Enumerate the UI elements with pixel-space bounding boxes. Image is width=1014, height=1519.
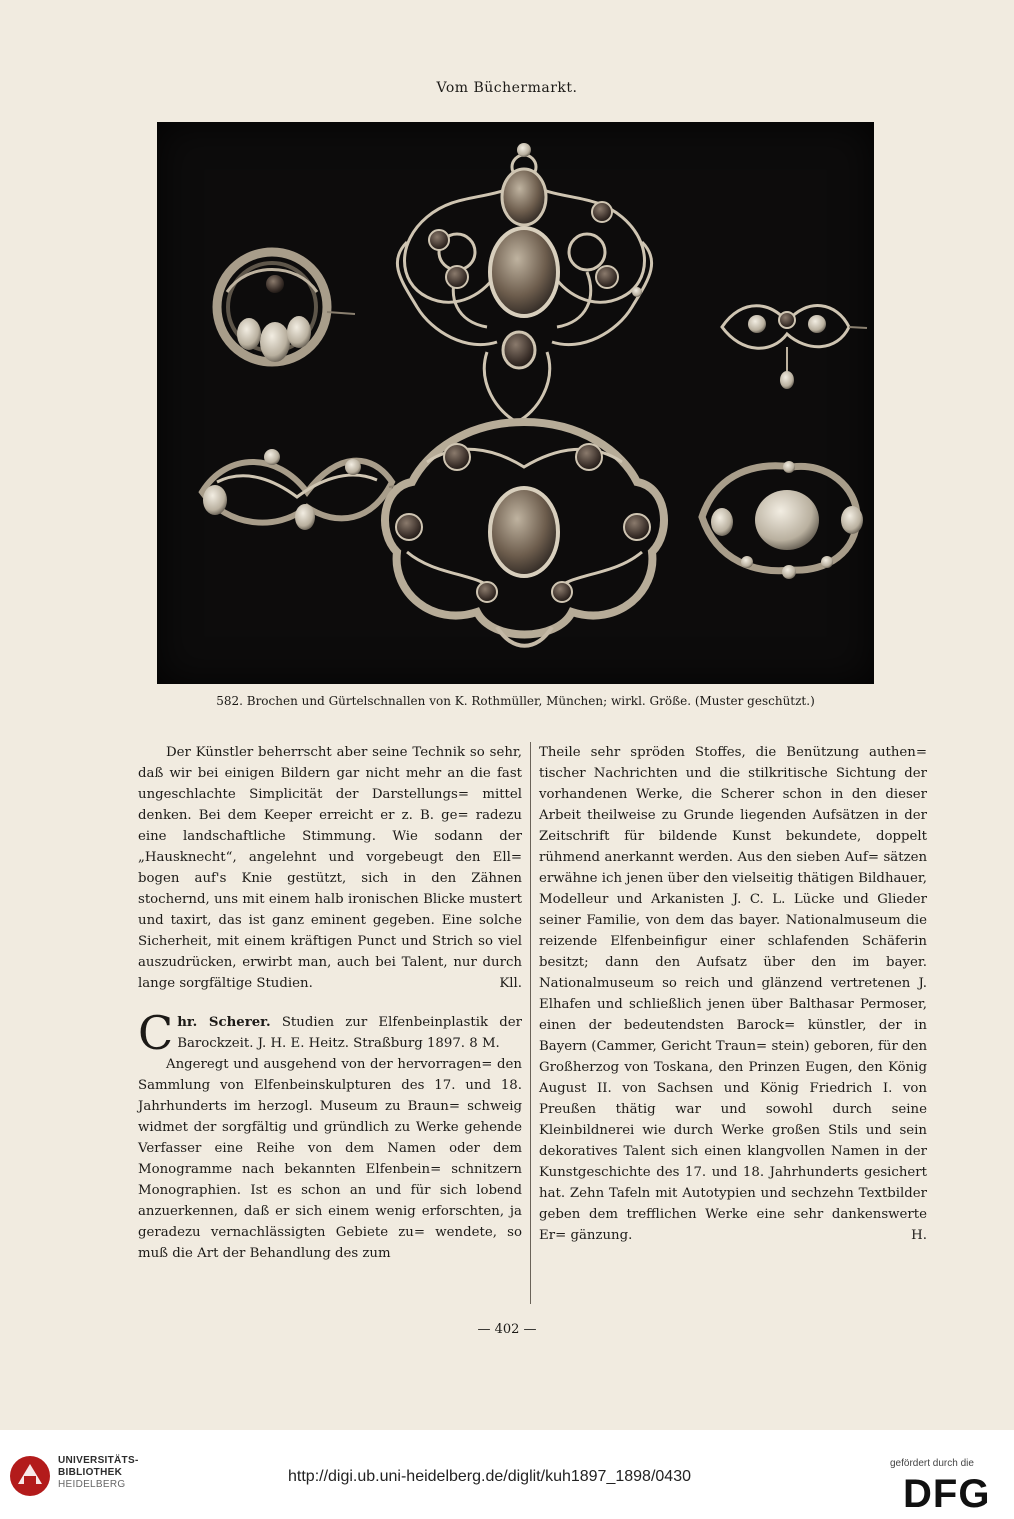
text-line: stein) geboren, für den Großherzog von Toskana, xyxy=(539,1039,928,1075)
baroque-pearl-brooch xyxy=(702,461,863,579)
text-line: 17. und 18. Jahrhunderts gesichert hat. Zehn xyxy=(539,1165,927,1201)
cross-brooch-pearl xyxy=(517,143,531,157)
text-line: rühmend anerkannt werden. Aus den sieben Auf= xyxy=(539,850,879,865)
text-line: vorhandenen Werke, die Scherer schon in den dieser xyxy=(539,787,927,802)
library-seal-icon xyxy=(8,1454,52,1498)
text-line: Nationalmuseum die reizende Elfenbeinfigur einer xyxy=(539,913,927,949)
text-line: bogen auf's Knie gestützt, sich in den Zähnen stochernd, xyxy=(138,871,522,907)
funding-note: gefördert durch die xyxy=(890,1458,974,1469)
text-line: einen klangvollen Namen in der Kunstgeschichte des xyxy=(539,1144,927,1180)
text-line: sehr, daß wir bei einigen Bildern gar nicht mehr an xyxy=(138,745,523,781)
page-number: — 402 — xyxy=(477,1322,537,1337)
review-heading xyxy=(138,1006,522,1060)
paragraph-review-body-continued xyxy=(539,742,927,1246)
text-line: Angeregt und ausgehend von der hervorragen= xyxy=(166,1057,493,1072)
text-line: Studien zur Elfenbeinplastik der xyxy=(281,1015,522,1030)
text-line: Theile sehr spröden Stoffes, die Benützung authen= xyxy=(539,745,927,760)
text-line: radezu eine landschaftliche Stimmung. Wie sodann xyxy=(138,808,522,844)
cross-brooch-stone xyxy=(446,266,468,288)
digitization-footer xyxy=(0,1430,1014,1519)
text-line: taxirt, das ist ganz eminent gegeben. Eine solche xyxy=(170,913,522,928)
cross-brooch-stone xyxy=(596,266,618,288)
text-line: schweig widmet der sorgfältig und gründlich zu xyxy=(138,1099,523,1135)
serpent-pearl-brooch xyxy=(202,449,412,530)
permalink-url[interactable]: http://digi.ub.uni-heidelberg.de/diglit/kuh1897_1898/0430 xyxy=(288,1468,691,1485)
library-name-line: UNIVERSITÄTS- xyxy=(58,1455,139,1466)
cross-brooch-top-stone xyxy=(502,169,546,225)
text-line: gänzung. xyxy=(570,1228,633,1243)
text-line: den im bayer. Nationalmuseum so reich und glänzend xyxy=(539,955,927,991)
review-author: hr. Scherer. xyxy=(177,1015,271,1030)
text-line: die fast ungeschlachte Simplicität der Darstellungs= xyxy=(138,766,522,802)
text-line: wendete, so muß die Art der Behandlung des zum xyxy=(138,1225,522,1261)
paragraph-review-body xyxy=(138,1054,522,1264)
text-line: Sicherheit, mit einem kräftigen Punct und Strich so xyxy=(138,934,494,949)
text-line: schnitzern Monographien. Ist es schon an und für xyxy=(138,1162,522,1198)
text-line: Balthasar Permoser, einen der bedeutendsten Barock= xyxy=(539,997,928,1033)
jewelry-photograph xyxy=(157,122,874,684)
text-line: künstler, der in Bayern (Cammer, Gericht Traun= xyxy=(539,1018,927,1054)
text-line: Barockzeit. J. H. E. Heitz. Straßburg 1897. 8 M. xyxy=(177,1036,500,1051)
text-line: Sachsen und König Friedrich I. von Preußen thätig xyxy=(539,1081,928,1117)
column-divider xyxy=(530,742,531,1304)
text-line: vertretenen J. Elhafen und schließlich jenen über xyxy=(539,976,927,1012)
library-name-line: HEIDELBERG xyxy=(58,1479,126,1490)
cross-brooch-center-stone xyxy=(490,228,558,316)
pearl-bar-brooch xyxy=(722,306,867,389)
cross-brooch-pearl xyxy=(632,287,642,297)
text-line: Werke großen Stils und sein dekoratives Talent sich xyxy=(539,1123,927,1159)
cross-brooch-bottom-stone xyxy=(503,332,535,368)
text-line: sich lobend anzuerkennen, daß er sich einem wenig xyxy=(138,1183,523,1219)
cross-brooch-stone xyxy=(429,230,449,250)
text-line: nur durch lange sorgfältige Studien. xyxy=(138,955,522,991)
text-line: mittel denken. Bei dem Keeper erreicht er z. B. ge= xyxy=(138,787,523,823)
text-line: 18. Jahrhunderts im herzogl. Museum zu Braun= xyxy=(138,1078,522,1114)
text-line: der Zeitschrift für bildende Kunst bekundete, doppelt xyxy=(539,808,927,844)
text-line: viel auszudrücken, erwirbt man, auch bei Talent, xyxy=(138,934,522,970)
reviewer-signature: H. xyxy=(911,1228,927,1243)
text-line: uns mit einem halb ironischen Blicke mustert und xyxy=(138,892,522,928)
serpent-ring-brooch xyxy=(217,252,355,362)
serpent-belt-buckle xyxy=(385,422,664,646)
text-line: Bildhauer, Modelleur und Arkanisten J. C. L. Lücke xyxy=(539,871,927,907)
text-line: Werke gehende Verfasser eine Reihe von dem Namen xyxy=(138,1120,522,1156)
cross-brooch-stone xyxy=(592,202,612,222)
text-line: der „Hausknecht“, angelehnt und vorgebeugt den Ell= xyxy=(138,829,522,865)
text-line: Tafeln mit Autotypien und sechzehn Textbilder geben xyxy=(539,1186,927,1222)
text-line: oder dem Monogramme nach bekannten Elfenbein= xyxy=(138,1141,523,1177)
left-column xyxy=(138,742,522,1264)
library-name-line: BIBLIOTHEK xyxy=(58,1467,123,1478)
text-line: und Glieder seiner Familie, von dem das bayer. xyxy=(539,892,928,928)
running-head: Vom Büchermarkt. xyxy=(436,80,578,96)
text-line: erforschten, ja geradezu vernachlässigten Gebiete zu= xyxy=(138,1204,522,1240)
text-line: sätzen erwähne ich jenen über den vielseitig thätigen xyxy=(539,850,928,886)
text-line: den Sammlung von Elfenbeinskulpturen des 17. und xyxy=(138,1057,522,1093)
text-line: schlafenden Schäferin besitzt; dann den Aufsatz über xyxy=(539,934,927,970)
library-name xyxy=(58,1455,139,1491)
brooches-illustration xyxy=(157,122,874,684)
text-line: den Prinzen Eugen, den König August II. von xyxy=(539,1060,927,1096)
text-line: Der Künstler beherrscht aber seine Technik so xyxy=(166,745,485,760)
text-line: dem trefflichen Werke eine sehr dankenswerte Er= xyxy=(539,1207,927,1243)
figure-caption: 582. Brochen und Gürtelschnallen von K. Rothmüller, München; wirkl. Größe. (Muster geschützt.) xyxy=(216,694,815,708)
text-line: tischer Nachrichten und die stilkritische Sichtung der xyxy=(539,766,927,781)
dfg-logo: DFG xyxy=(903,1472,991,1516)
text-line: war und sowohl durch seine Kleinbildnerei wie durch xyxy=(539,1102,927,1138)
drop-cap: C xyxy=(138,1006,174,1060)
text-line: Arbeit theilweise zu Grunde liegenden Aufsätzen in xyxy=(539,808,899,823)
right-column xyxy=(539,742,927,1246)
reviewer-signature: Kll. xyxy=(499,976,522,991)
paragraph-review-continuation xyxy=(138,742,522,994)
